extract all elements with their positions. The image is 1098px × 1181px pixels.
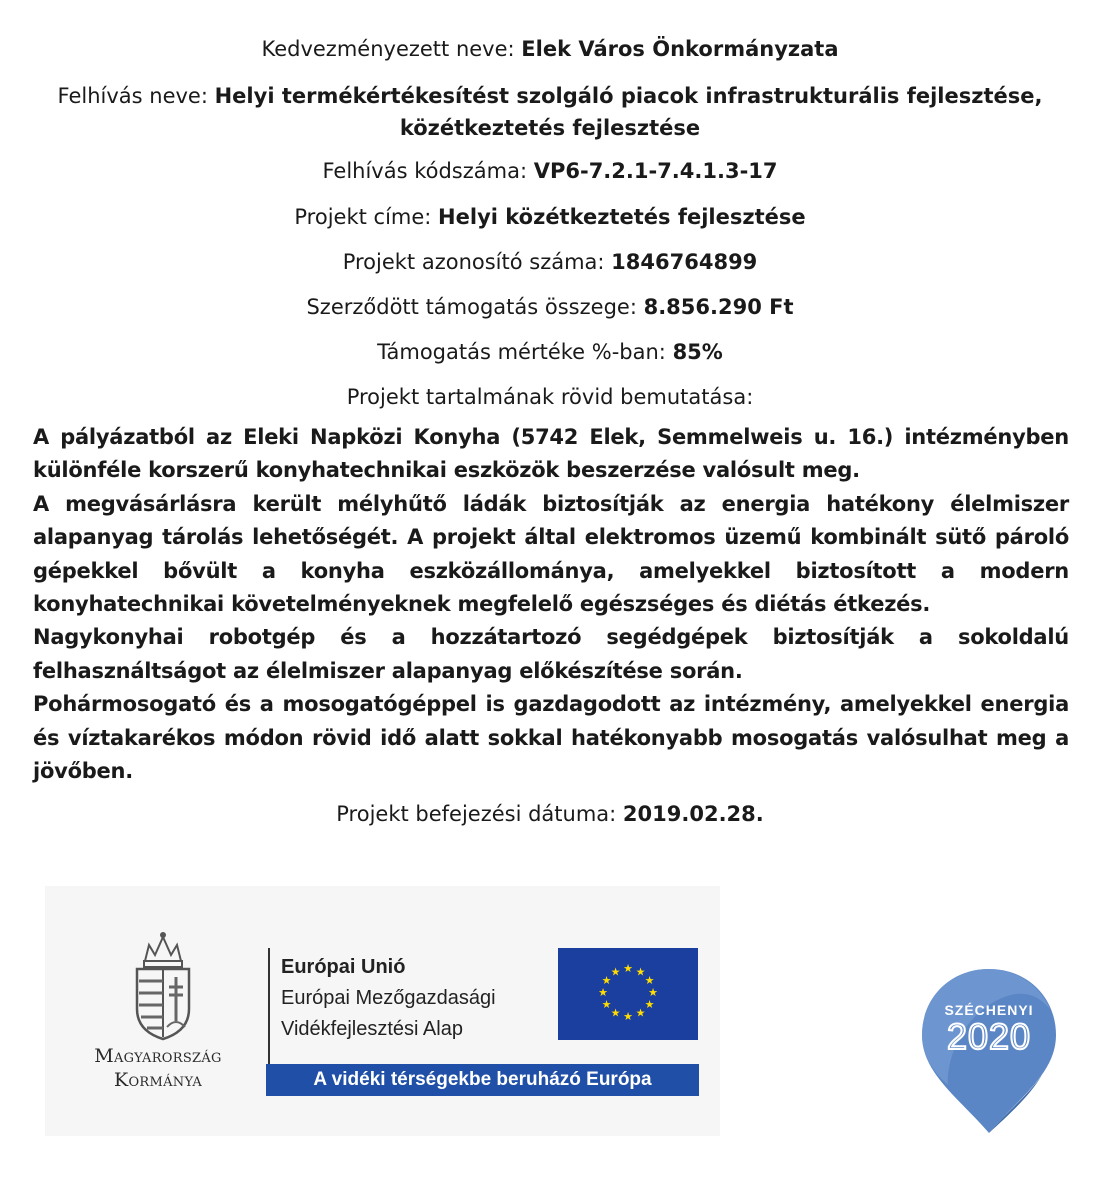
svg-text:★: ★ — [623, 1010, 633, 1023]
summary-heading — [30, 383, 1070, 411]
svg-text:★: ★ — [601, 998, 612, 1011]
call-name-line-2 — [30, 114, 1070, 142]
grant-rate-label: Támogatás mértéke %-ban: — [377, 340, 673, 364]
government-name-line-1: Magyarország — [94, 1045, 222, 1067]
eu-fund-line-2: Vidékfejlesztési Alap — [281, 1018, 463, 1040]
call-name-line — [30, 82, 1070, 110]
project-title-value: Helyi közétkeztetés fejlesztése — [438, 205, 806, 229]
eu-fund-text — [281, 952, 496, 1045]
svg-text:★: ★ — [648, 986, 658, 999]
hungarian-coat-of-arms-icon — [131, 931, 195, 1043]
svg-text:★: ★ — [598, 986, 608, 999]
grant-rate-value: 85% — [672, 340, 723, 364]
eu-title: Európai Unió — [281, 956, 406, 978]
government-name-line-2: Kormánya — [113, 1069, 203, 1091]
description-paragraph: A pályázatból az Eleki Napközi Konyha (5742 Elek, Semmelweis u. 16.) intézményben különféle korszerű konyhatechnikai eszközök beszerzése valósult meg. — [33, 425, 1069, 483]
funding-logo-block — [45, 886, 720, 1136]
logo-divider — [268, 948, 270, 1066]
eu-flag-icon — [558, 948, 698, 1040]
eu-flag-stars — [558, 948, 698, 1040]
szechenyi-2020-logo — [918, 965, 1060, 1137]
grant-amount-label: Szerződött támogatás összege: — [306, 295, 644, 319]
government-name — [65, 1044, 251, 1092]
completion-label: Projekt befejezési dátuma: — [336, 802, 623, 826]
eu-slogan-banner: A vidéki térségekbe beruházó Európa — [266, 1064, 699, 1096]
grant-amount-line — [30, 293, 1070, 321]
szechenyi-label: SZÉCHENYI — [944, 1002, 1034, 1018]
call-name-label: Felhívás neve: — [57, 84, 215, 108]
svg-text:★: ★ — [635, 1006, 646, 1020]
svg-text:★: ★ — [635, 965, 646, 979]
szechenyi-year: 2020 — [946, 1016, 1032, 1057]
summary-heading-text: Projekt tartalmának rövid bemutatása: — [346, 385, 754, 409]
project-id-label: Projekt azonosító száma: — [342, 250, 612, 274]
svg-text:★: ★ — [644, 974, 655, 987]
call-code-value: VP6-7.2.1-7.4.1.3-17 — [533, 159, 778, 183]
svg-text:★: ★ — [610, 1006, 621, 1020]
grant-rate-line — [30, 338, 1070, 366]
description-paragraph: Nagykonyhai robotgép és a hozzátartozó segédgépek biztosítják a sokoldalú felhasználtságot az élelmiszer alapanyag előkészítése során. — [33, 625, 1069, 683]
call-name-value-1: Helyi termékértékesítést szolgáló piacok infrastrukturális fejlesztése, — [214, 84, 1043, 108]
beneficiary-line — [30, 35, 1070, 63]
project-title-line — [30, 203, 1070, 231]
completion-value: 2019.02.28. — [622, 802, 764, 826]
project-id-value: 1846764899 — [611, 250, 758, 274]
svg-text:★: ★ — [623, 962, 633, 975]
call-code-line — [30, 157, 1070, 185]
svg-text:★: ★ — [610, 965, 621, 979]
project-title-label: Projekt címe: — [294, 205, 439, 229]
description-paragraph: A megvásárlásra került mélyhűtő ládák biztosítják az energia hatékony élelmiszer alapanyag tárolás lehetőségét. A projekt által elektromos üzemű kombinált sütő pároló gépekkel bővült a konyha eszközállománya, amelyekkel biztosított a modern konyhatechnikai követelményeknek megfelelő egészséges és diétás étkezés. — [33, 491, 1069, 617]
project-id-line — [30, 248, 1070, 276]
beneficiary-label: Kedvezményezett neve: — [261, 37, 522, 61]
call-name-value-2: közétkeztetés fejlesztése — [399, 116, 701, 140]
grant-amount-value: 8.856.290 Ft — [643, 295, 794, 319]
beneficiary-value: Elek Város Önkormányzata — [521, 37, 839, 61]
completion-line — [30, 800, 1070, 828]
eu-fund-line-1: Európai Mezőgazdasági — [281, 987, 496, 1009]
call-code-label: Felhívás kódszáma: — [322, 159, 534, 183]
svg-text:★: ★ — [601, 974, 612, 987]
description-paragraph: Pohármosogató és a mosogatógéppel is gazdagodott az intézmény, amelyekkel energia és víztakarékos módon rövid idő alatt sokkal hatékonyabb mosogatás valósulhat meg a jövőben. — [33, 692, 1069, 784]
svg-text:★: ★ — [644, 998, 655, 1011]
project-description — [33, 421, 1069, 788]
